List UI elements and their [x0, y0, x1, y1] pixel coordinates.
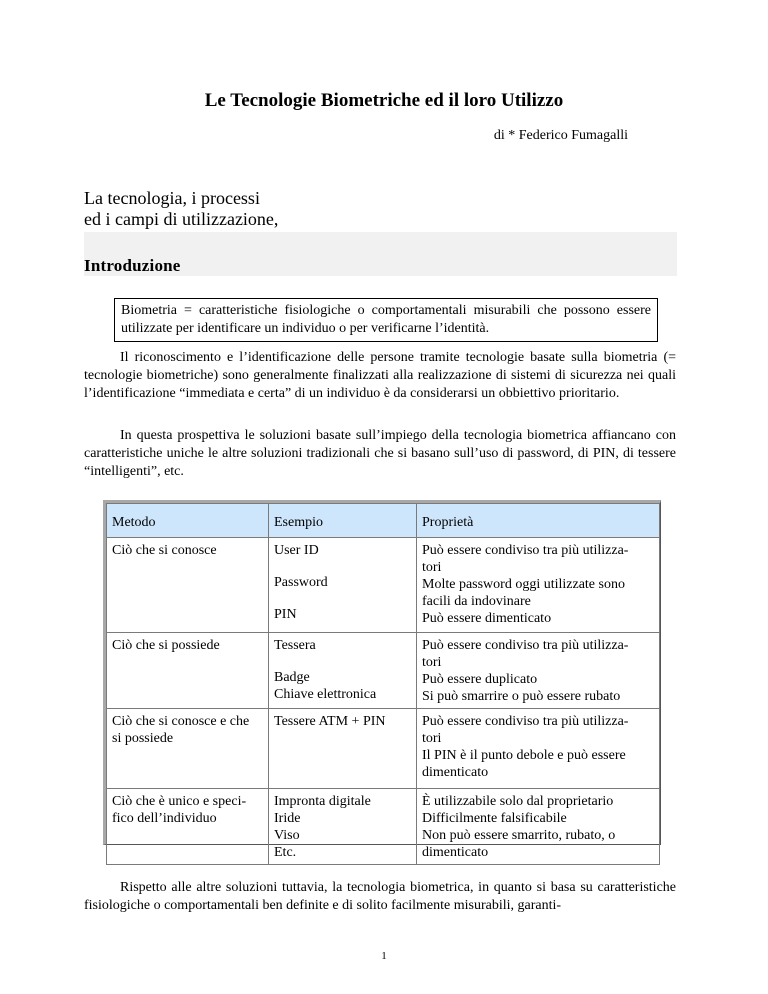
row-method: Ciò che si possiede: [107, 633, 269, 709]
property-line: Il PIN è il punto debole e può essere: [422, 748, 626, 763]
row-method: [107, 709, 269, 789]
property-line: È utilizzabile solo dal proprietario: [422, 794, 614, 809]
property-line: Può essere duplicato: [422, 672, 538, 687]
paragraph-2: In questa prospettiva le soluzioni basate sull’impiego della tecnologia biometrica affiancano con caratteristiche uniche le altre soluzioni tradizionali che si basano sull’uso di password, di PIN, di tessere “intelligenti”, etc.: [84, 428, 676, 479]
method-line: fico dell’individuo: [112, 811, 217, 826]
table-row: [107, 538, 660, 633]
subtitle: [84, 188, 278, 230]
example-item: Viso: [274, 828, 300, 843]
subtitle-line-1: La tecnologia, i processi: [84, 188, 260, 208]
property-line: tori: [422, 731, 442, 746]
definition-box: Biometria = caratteristiche fisiologiche o comportamentali misurabili che possono essere utilizzate per identificare un individuo o per verificarne l’identità.: [114, 298, 658, 342]
example-item: Badge: [274, 670, 310, 685]
table-header-row: [107, 504, 660, 538]
paragraph-1: Il riconoscimento e l’identificazione delle persone tramite tecnologie basate sulla biometria (= tecnologie biometriche) sono generalmente finalizzati alla realizzazione di sistemi di sicurezza nei quali l’identificazione “immediata e certa” di un individuo è da considerarsi un obbiettivo prioritario.: [84, 350, 676, 401]
property-line: facili da indovinare: [422, 594, 531, 609]
paragraph-3: Rispetto alle altre soluzioni tuttavia, la tecnologia biometrica, in quanto si basa su caratteristiche fisiologiche o comportamentali ben definite e di solito facilmente misurabili, garanti-: [84, 880, 676, 913]
example-item: PIN: [274, 607, 297, 622]
table-row: [107, 633, 660, 709]
property-line: dimenticato: [422, 845, 489, 860]
property-line: Non può essere smarrito, rubato, o: [422, 828, 616, 843]
example-item: Iride: [274, 811, 301, 826]
header-method: Metodo: [107, 504, 269, 538]
author-line: di * Federico Fumagalli: [493, 128, 628, 143]
table-row: [107, 789, 660, 865]
section-heading: Introduzione: [84, 256, 181, 275]
property-line: Molte password oggi utilizzate sono: [422, 577, 625, 592]
property-line: dimenticato: [422, 765, 489, 780]
header-example: Esempio: [269, 504, 417, 538]
property-line: Può essere condiviso tra più utilizza-: [422, 714, 629, 729]
method-line: Ciò che si conosce e che: [112, 714, 250, 729]
row-examples: [269, 633, 417, 709]
example-item: Chiave elettronica: [274, 687, 377, 702]
example-item: Password: [274, 575, 328, 590]
property-line: Difficilmente falsificabile: [422, 811, 567, 826]
example-item: User ID: [274, 543, 319, 558]
row-properties: [417, 538, 660, 633]
example-item: Impronta digitale: [274, 794, 371, 809]
page-number: 1: [381, 950, 387, 962]
header-property: Proprietà: [417, 504, 660, 538]
row-properties: [417, 709, 660, 789]
subtitle-line-2: ed i campi di utilizzazione,: [84, 209, 279, 229]
property-line: tori: [422, 560, 442, 575]
property-line: Può essere dimenticato: [422, 611, 552, 626]
row-examples: [269, 709, 417, 789]
property-line: Si può smarrire o può essere rubato: [422, 689, 621, 704]
example-item: Tessera: [274, 638, 316, 653]
row-examples: [269, 538, 417, 633]
property-line: tori: [422, 655, 442, 670]
example-item: Tessere ATM + PIN: [274, 714, 386, 729]
example-item: Etc.: [274, 845, 297, 860]
method-line: si possiede: [112, 731, 174, 746]
row-properties: [417, 633, 660, 709]
row-examples: [269, 789, 417, 865]
property-line: Può essere condiviso tra più utilizza-: [422, 543, 629, 558]
method-line: Ciò che è unico e speci-: [112, 794, 247, 809]
row-method: [107, 789, 269, 865]
methods-table: [103, 500, 661, 860]
table-row: [107, 709, 660, 789]
document-title: Le Tecnologie Biometriche ed il loro Utilizzo: [204, 90, 564, 111]
row-method: Ciò che si conosce: [107, 538, 269, 633]
property-line: Può essere condiviso tra più utilizza-: [422, 638, 629, 653]
row-properties: [417, 789, 660, 865]
